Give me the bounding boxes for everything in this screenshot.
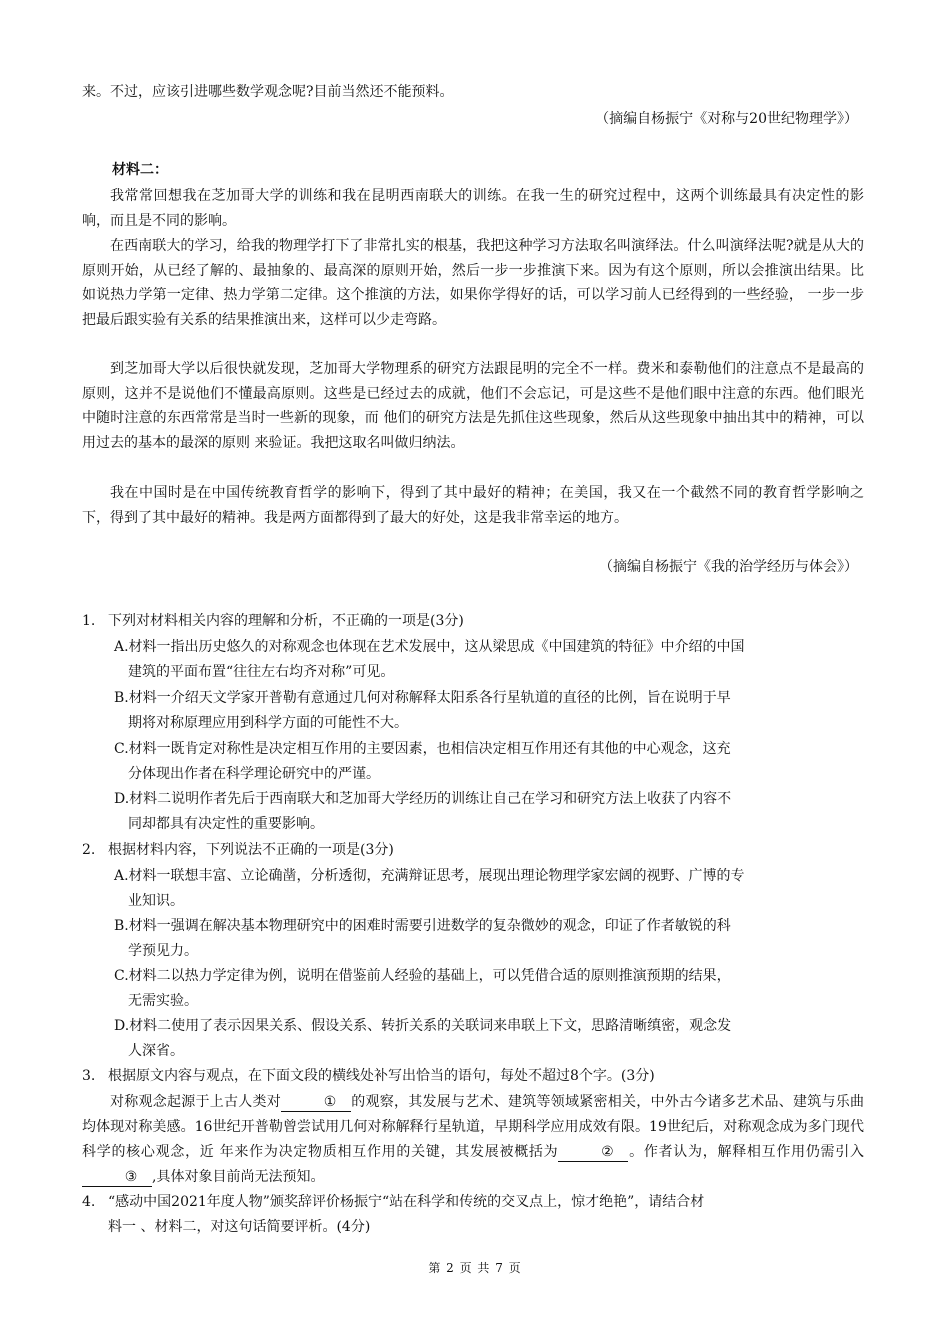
option-text: B.材料一强调在解决基本物理研究中的困难时需要引进数学的复杂微妙的观念，印证了作者敏锐的科 [114,918,731,934]
passage-text: ,具体对象目前尚无法预知。 [152,1169,325,1185]
question-stem-cont: 料一 、材料二，对这句话简要评析。(4分) [108,1218,371,1235]
question-2 [82,838,866,863]
option-text: D.材料二使用了表示因果关系、假设关系、转折关系的关联词来串联上下文，思路清晰缜密，观念发 [114,1018,732,1034]
blank-1[interactable]: ① [281,1093,351,1112]
question-number: 2. [82,842,96,858]
option-text: B.材料一介绍天文学家开普勒有意通过几何对称解释太阳系各行星轨道的直径的比例，旨在说明于早 [114,690,731,706]
fill-in-passage [82,1090,864,1190]
passage-text: 。作者认为，解释相互作用仍需引入 [628,1144,864,1160]
question-number: 4. [82,1194,96,1210]
source-citation-1: （摘编自杨振宁《对称与20世纪物理学》） [595,111,858,127]
option-text-cont: 期将对称原理应用到科学方面的可能性不大。 [128,714,408,731]
option-text-cont: 人深省。 [128,1042,184,1059]
option-text: C.材料一既肯定对称性是决定相互作用的主要因素，也相信决定相互作用还有其他的中心观念，这充 [114,741,731,757]
question-stem: 根据原文内容与观点，在下面文段的横线处补写出恰当的语句，每处不超过8个字。(3分) [108,1068,655,1084]
option-text: D.材料二说明作者先后于西南联大和芝加哥大学经历的训练让自己在学习和研究方法上收获了内容不 [114,791,732,807]
material-2-paragraph-2: 在西南联大的学习，给我的物理学打下了非常扎实的根基，我把这种学习方法取名叫演绎法。什么叫演绎法呢?就是从大的原则开始，从已经了解的、最抽象的、最高深的原则开始，然后一步一步推演下来。因为有这个原则，所以会推演出结果。比如说热力学第一定律、热力学第二定律。这个推演的方法，如果你学得好的话，可以学习前人已经得到的一些经验， 一步一步把最后跟实验有关系的结果推演出来，这样可以少走弯路。 [82,238,864,329]
option-text: A.材料一指出历史悠久的对称观念也体现在艺术发展中，这从梁思成《中国建筑的特征》中介绍的中国 [114,639,745,655]
option-text-cont: 同却都具有决定性的重要影响。 [128,815,324,832]
question-4 [82,1190,866,1239]
intro-line: 来。不过，应该引进哪些数学观念呢?目前当然还不能预料。 [82,84,454,100]
question-number: 1. [82,613,96,629]
option-text-cont: 无需实验。 [128,992,198,1009]
material-2-paragraph-3: 到芝加哥大学以后很快就发现，芝加哥大学物理系的研究方法跟昆明的完全不一样。费米和泰勒他们的注意点不是最高的原则，这并不是说他们不懂最高原则。这些是已经过去的成就，他们不会忘记，可是这些不是他们眼中注意的东西。他们眼光中随时注意的东西常常是当时一些新的现象，而 他们的研究方法是先抓住这些现象，然后从这些现象中抽出其中的精神，可以用过去的基本的最深的原则 来验证。我把这取名叫做归纳法。 [82,361,864,452]
question-1-option-b [114,686,866,735]
material-2-heading: 材料二： [112,162,168,178]
passage-text: 的观察，其发展与艺术、建筑等领域紧密相关，中外古今诸多艺术品、建筑与乐曲均体现对称美感。16世纪开普勒曾尝试用几何对称解释行星轨道，早期科学应用成效有限。19世纪后，对称观念成为多门现代科学的核心观念，近 年来作为决定物质相互作用的关键，其发展被概括为 [82,1094,864,1160]
question-3 [82,1064,866,1089]
passage-text: 对称观念起源于上古人类对 [110,1094,281,1110]
question-2-option-d [114,1014,866,1063]
question-1-option-c [114,737,866,786]
question-2-option-a [114,864,866,913]
question-stem: 根据材料内容，下列说法不正确的一项是(3分) [108,842,394,858]
option-text-cont: 业知识。 [128,892,184,909]
question-2-option-b [114,914,866,963]
option-text: A.材料一联想丰富、立论确凿，分析透彻，充满辩证思考，展现出理论物理学家宏阔的视野、广博的专 [114,868,745,884]
option-text-cont: 分体现出作者在科学理论研究中的严谨。 [128,765,380,782]
option-text-cont: 建筑的平面布置“往往左右均齐对称”可见。 [128,663,395,680]
material-2-paragraph-4: 我在中国时是在中国传统教育哲学的影响下，得到了其中最好的精神；在美国，我又在一个截然不同的教育哲学影响之下，得到了其中最好的精神。我是两方面都得到了最大的好处，这是我非常幸运的地方。 [82,485,864,526]
material-2-paragraph-1: 我常常回想我在芝加哥大学的训练和我在昆明西南联大的训练。在我一生的研究过程中，这两个训练最具有决定性的影响，而且是不同的影响。 [82,188,864,229]
option-text-cont: 学预见力。 [128,942,198,959]
blank-2[interactable]: ② [558,1143,628,1162]
question-1 [82,609,866,634]
blank-3[interactable]: ③ [82,1168,152,1187]
question-2-option-c [114,964,866,1013]
question-1-option-a [114,635,866,684]
question-number: 3. [82,1068,96,1084]
question-stem: 下列对材料相关内容的理解和分析，不正确的一项是(3分) [108,613,464,629]
source-citation-2: （摘编自杨振宁《我的治学经历与体会》） [599,559,858,575]
page-footer: 第 2 页 共 7 页 [428,1261,522,1275]
question-1-option-d [114,787,866,836]
question-stem: “感动中国2021年度人物”颁奖辞评价杨振宁“站在科学和传统的交叉点上，惊才绝艳”，请结合材 [108,1194,705,1210]
option-text: C.材料二以热力学定律为例，说明在借鉴前人经验的基础上，可以凭借合适的原则推演预期的结果， [114,968,731,984]
